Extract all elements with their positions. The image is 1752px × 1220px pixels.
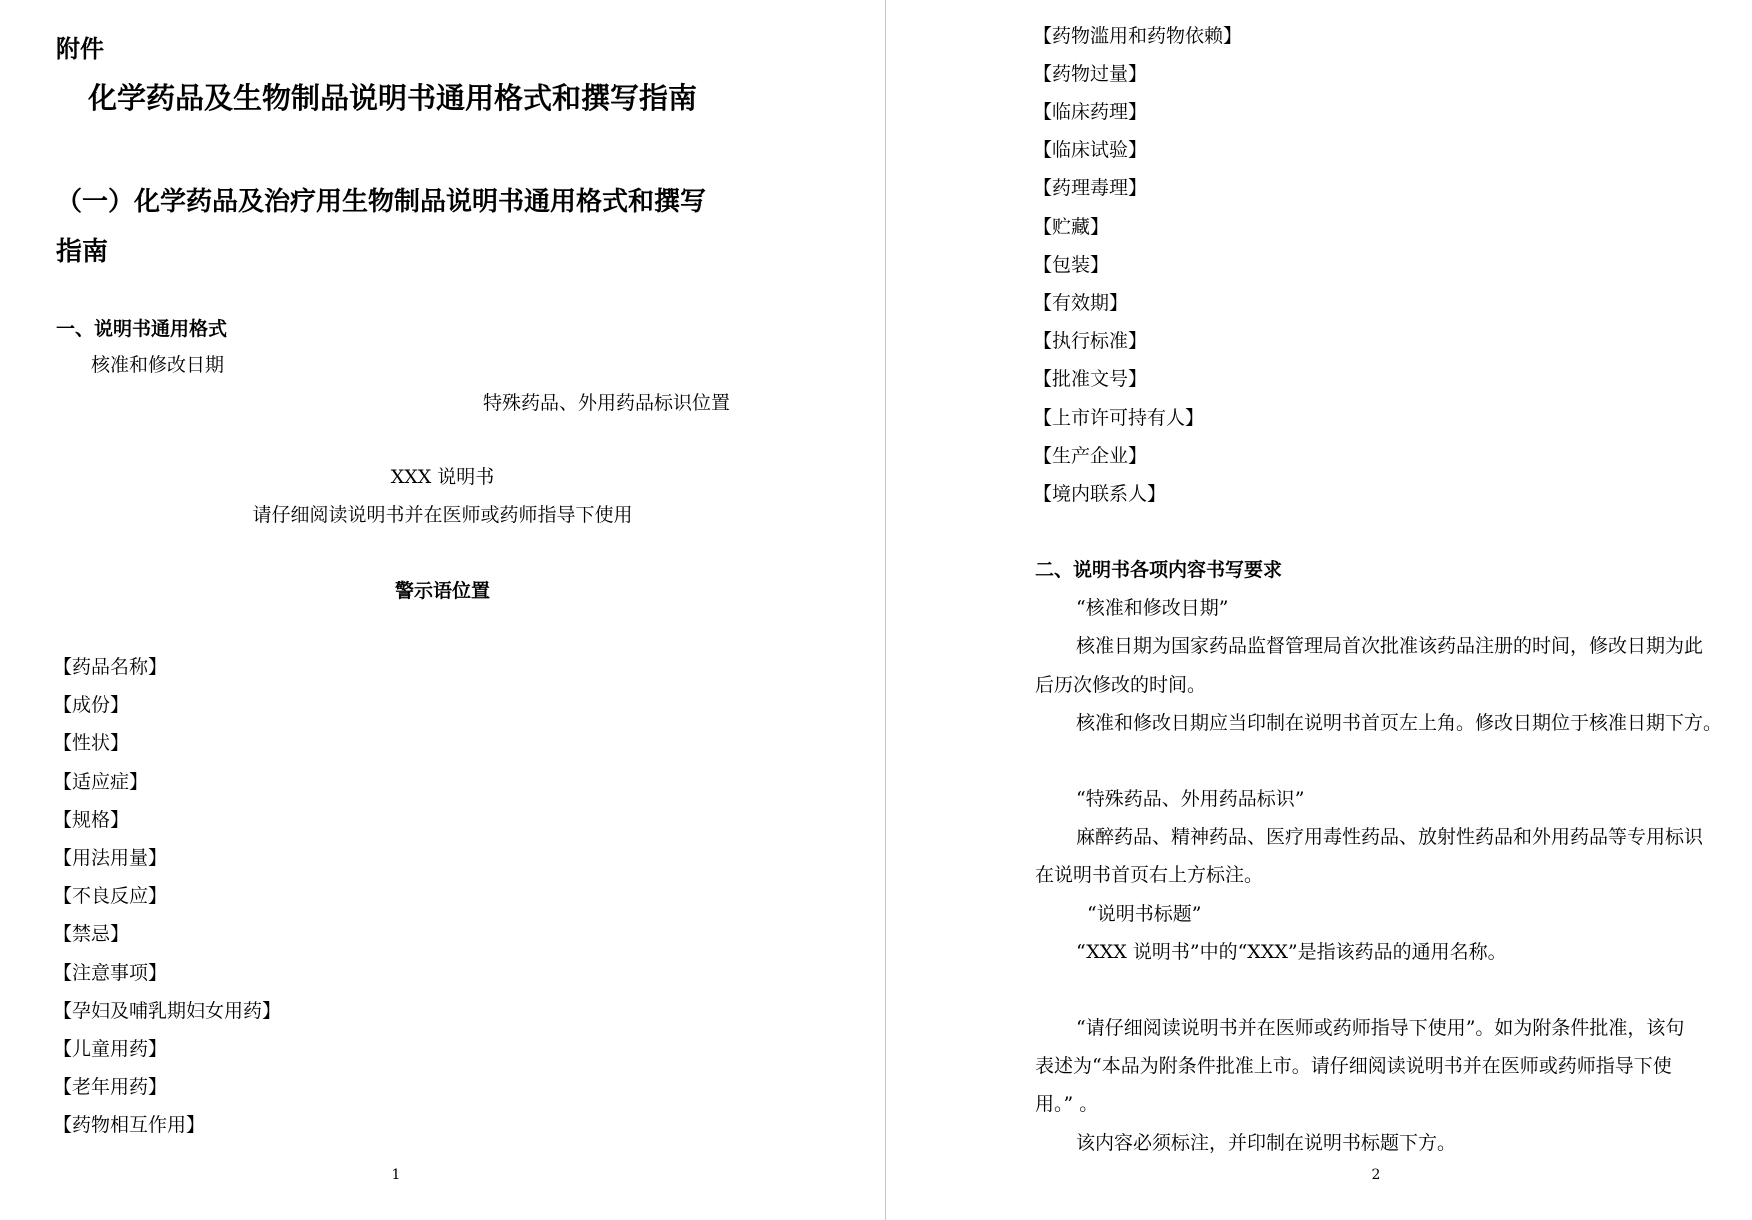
approval-date-placeholder: 核准和修改日期 [91, 354, 225, 376]
list-item: 【临床药理】 [1033, 101, 1148, 123]
list-item: 【包装】 [1033, 254, 1110, 276]
body-line: “说明书标题” [1087, 903, 1202, 925]
body-line: 核准日期为国家药品监督管理局首次批准该药品注册的时间，修改日期为此 [1076, 635, 1704, 657]
section-title-line-2: 指南 [56, 237, 109, 267]
body-line: 麻醉药品、精神药品、医疗用毒性药品、放射性药品和外用药品等专用标识 [1076, 826, 1704, 848]
list-item: 【执行标准】 [1033, 330, 1148, 352]
list-item: 【注意事项】 [53, 962, 168, 984]
list-item: 【药物相互作用】 [53, 1114, 206, 1136]
list-item: 【不良反应】 [53, 885, 168, 907]
warning-position: 警示语位置 [394, 580, 490, 602]
list-item: 【孕妇及哺乳期妇女用药】 [53, 1000, 282, 1022]
list-item: 【成份】 [53, 694, 130, 716]
list-item: 【用法用量】 [53, 847, 168, 869]
body-line: “XXX 说明书”中的“XXX”是指该药品的通用名称。 [1076, 941, 1507, 963]
body-line: 表述为“本品为附条件批准上市。请仔细阅读说明书并在医师或药师指导下使 [1035, 1055, 1672, 1077]
list-item: 【境内联系人】 [1033, 483, 1167, 505]
body-line: 用。” 。 [1035, 1093, 1099, 1115]
list-item: 【规格】 [53, 809, 130, 831]
page-divider [885, 0, 886, 1220]
document-title: 化学药品及生物制品说明书通用格式和撰写指南 [88, 81, 698, 115]
section-title-line-1: （一）化学药品及治疗用生物制品说明书通用格式和撰写 [56, 187, 707, 217]
body-line: “核准和修改日期” [1076, 597, 1229, 619]
body-line: 该内容必须标注，并印制在说明书标题下方。 [1076, 1132, 1457, 1154]
list-item: 【有效期】 [1033, 292, 1129, 314]
page-2 [887, 0, 1752, 1220]
list-item: 【贮藏】 [1033, 216, 1110, 238]
section-heading: 一、说明书通用格式 [56, 318, 228, 340]
section-heading: 二、说明书各项内容书写要求 [1035, 559, 1283, 581]
body-line: “请仔细阅读说明书并在医师或药师指导下使用”。如为附条件批准，该句 [1076, 1017, 1685, 1039]
list-item: 【老年用药】 [53, 1076, 168, 1098]
list-item: 【药理毒理】 [1033, 177, 1148, 199]
list-item: 【批准文号】 [1033, 368, 1148, 390]
body-line: “特殊药品、外用药品标识” [1076, 788, 1305, 810]
list-item: 【适应症】 [53, 771, 149, 793]
body-line: 后历次修改的时间。 [1035, 674, 1207, 696]
body-line: 在说明书首页右上方标注。 [1035, 864, 1264, 886]
body-line: 核准和修改日期应当印制在说明书首页左上角。修改日期位于核准日期下方。 [1076, 712, 1723, 734]
list-item: 【药物滥用和药物依赖】 [1033, 25, 1243, 47]
list-item: 【上市许可持有人】 [1033, 407, 1205, 429]
special-mark-placeholder: 特殊药品、外用药品标识位置 [483, 392, 731, 414]
page-number: 1 [391, 1167, 401, 1183]
page-number: 2 [1371, 1167, 1381, 1183]
list-item: 【药品名称】 [53, 656, 168, 678]
read-notice: 请仔细阅读说明书并在医师或药师指导下使用 [252, 504, 633, 526]
list-item: 【生产企业】 [1033, 445, 1148, 467]
attachment-label: 附件 [56, 35, 104, 63]
list-item: 【儿童用药】 [53, 1038, 168, 1060]
list-item: 【药物过量】 [1033, 63, 1148, 85]
list-item: 【禁忌】 [53, 923, 130, 945]
list-item: 【性状】 [53, 732, 130, 754]
leaflet-title: XXX 说明书 [390, 466, 495, 488]
list-item: 【临床试验】 [1033, 139, 1148, 161]
